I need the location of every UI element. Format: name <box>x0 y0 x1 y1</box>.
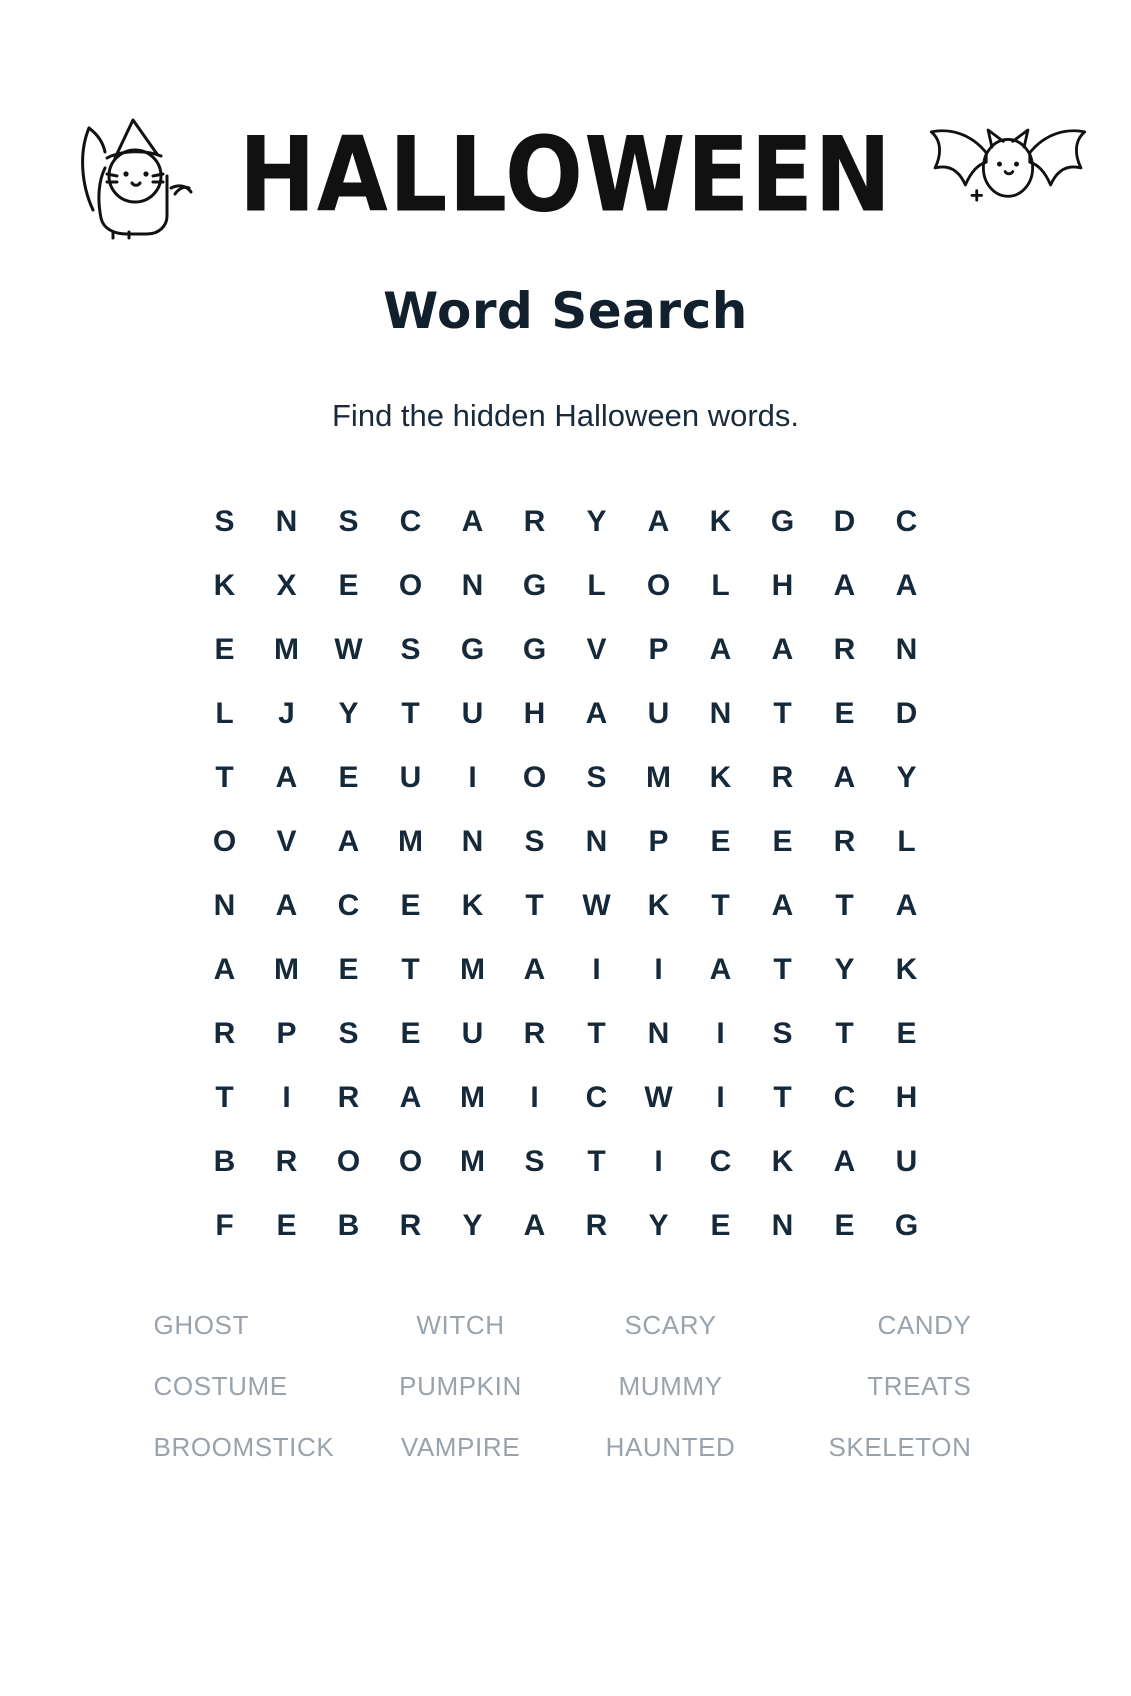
grid-cell[interactable]: A <box>461 505 484 538</box>
grid-cell[interactable]: E <box>772 825 793 858</box>
word-search-grid-container <box>0 490 1131 1258</box>
grid-cell[interactable]: M <box>274 633 299 666</box>
grid-cell[interactable]: V <box>276 825 297 858</box>
grid-cell[interactable]: S <box>400 633 421 666</box>
grid-cell[interactable]: E <box>834 697 855 730</box>
grid-cell[interactable]: U <box>461 697 484 730</box>
bat-icon <box>918 106 1068 246</box>
grid-cell[interactable]: Y <box>462 1209 483 1242</box>
grid-cell[interactable]: S <box>772 1017 793 1050</box>
grid-cell[interactable]: E <box>338 953 359 986</box>
grid-cell[interactable]: G <box>522 633 547 666</box>
grid-cell[interactable]: O <box>212 825 237 858</box>
grid-cell[interactable]: R <box>585 1209 608 1242</box>
grid-cell[interactable]: W <box>334 633 363 666</box>
grid-cell[interactable]: K <box>895 953 918 986</box>
grid-cell[interactable]: W <box>582 889 611 922</box>
grid-cell[interactable]: T <box>773 953 792 986</box>
grid-cell[interactable]: M <box>646 761 671 794</box>
grid-cell[interactable]: A <box>275 761 298 794</box>
word-list <box>146 1310 986 1463</box>
grid-cell[interactable]: A <box>771 633 794 666</box>
word-list-item: GHOST <box>153 1310 249 1340</box>
grid-cell[interactable]: O <box>398 1145 423 1178</box>
grid-cell[interactable]: A <box>833 569 856 602</box>
grid-cell[interactable]: S <box>214 505 235 538</box>
grid-cell[interactable]: K <box>461 889 484 922</box>
grid-cell[interactable]: N <box>895 633 918 666</box>
word-list-item: SKELETON <box>828 1432 972 1462</box>
grid-cell[interactable]: A <box>895 569 918 602</box>
grid-cell[interactable]: N <box>461 825 484 858</box>
grid-cell[interactable]: U <box>895 1145 918 1178</box>
grid-cell[interactable]: B <box>337 1209 360 1242</box>
grid-cell[interactable]: E <box>400 889 421 922</box>
grid-cell[interactable]: T <box>401 697 420 730</box>
grid-cell[interactable]: E <box>338 569 359 602</box>
grid-cell[interactable]: Y <box>648 1209 669 1242</box>
grid-cell[interactable]: E <box>710 825 731 858</box>
grid-cell[interactable]: U <box>461 1017 484 1050</box>
grid-cell[interactable]: K <box>709 761 732 794</box>
grid-cell[interactable]: A <box>647 505 670 538</box>
grid-cell[interactable]: C <box>585 1081 608 1114</box>
grid-cell[interactable]: H <box>771 569 794 602</box>
grid-cell[interactable]: I <box>468 761 477 794</box>
grid-cell[interactable]: R <box>833 825 856 858</box>
grid-cell[interactable]: N <box>275 505 298 538</box>
word-list-item: TREATS <box>867 1371 972 1401</box>
grid-cell[interactable]: S <box>524 825 545 858</box>
grid-cell[interactable]: M <box>460 953 485 986</box>
grid-cell[interactable]: R <box>275 1145 298 1178</box>
header <box>0 96 1131 256</box>
grid-cell[interactable]: R <box>833 633 856 666</box>
grid-cell[interactable]: C <box>709 1145 732 1178</box>
grid-cell[interactable]: G <box>770 505 795 538</box>
grid-cell[interactable]: N <box>213 889 236 922</box>
grid-cell[interactable]: C <box>337 889 360 922</box>
grid-cell[interactable]: C <box>895 505 918 538</box>
grid-cell[interactable]: A <box>337 825 360 858</box>
grid-cell[interactable]: I <box>654 953 663 986</box>
grid-cell[interactable]: A <box>275 889 298 922</box>
grid-cell[interactable]: A <box>709 953 732 986</box>
word-list-item: COSTUME <box>153 1371 288 1401</box>
grid-cell[interactable]: L <box>587 569 606 602</box>
word-list-item: BROOMSTICK <box>153 1432 335 1462</box>
word-list-item: SCARY <box>624 1310 717 1340</box>
grid-cell[interactable]: M <box>398 825 423 858</box>
grid-cell[interactable]: L <box>711 569 730 602</box>
word-search-grid[interactable] <box>194 490 938 1258</box>
grid-cell[interactable]: L <box>215 697 234 730</box>
grid-cell[interactable]: A <box>523 1209 546 1242</box>
grid-cell[interactable]: C <box>399 505 422 538</box>
cat-with-witch-hat-icon <box>63 106 213 246</box>
grid-cell[interactable]: A <box>709 633 732 666</box>
grid-cell[interactable]: K <box>771 1145 794 1178</box>
grid-cell[interactable]: V <box>586 633 607 666</box>
grid-cell[interactable]: E <box>834 1209 855 1242</box>
grid-cell[interactable]: E <box>276 1209 297 1242</box>
grid-cell[interactable]: R <box>337 1081 360 1114</box>
grid-cell[interactable]: R <box>523 505 546 538</box>
grid-cell[interactable]: A <box>523 953 546 986</box>
grid-cell[interactable]: G <box>522 569 547 602</box>
grid-cell[interactable]: Y <box>338 697 359 730</box>
instructions-text: Find the hidden Halloween words. <box>332 398 799 433</box>
grid-cell[interactable]: E <box>896 1017 917 1050</box>
grid-cell[interactable]: T <box>215 1081 234 1114</box>
grid-cell[interactable]: S <box>524 1145 545 1178</box>
grid-cell[interactable]: M <box>460 1145 485 1178</box>
grid-cell[interactable]: N <box>647 1017 670 1050</box>
grid-cell[interactable]: A <box>895 889 918 922</box>
grid-cell[interactable]: C <box>833 1081 856 1114</box>
grid-cell[interactable]: G <box>460 633 485 666</box>
grid-cell[interactable]: X <box>276 569 297 602</box>
grid-cell[interactable]: T <box>835 1017 854 1050</box>
grid-cell[interactable]: G <box>894 1209 919 1242</box>
grid-cell[interactable]: T <box>401 953 420 986</box>
word-list-item: PUMPKIN <box>399 1371 522 1401</box>
grid-cell[interactable]: D <box>895 697 918 730</box>
grid-cell[interactable]: E <box>338 761 359 794</box>
worksheet-page <box>0 96 1131 1696</box>
page-subtitle: Word Search <box>383 282 748 340</box>
grid-cell[interactable]: O <box>336 1145 361 1178</box>
grid-cell[interactable]: A <box>399 1081 422 1114</box>
grid-cell[interactable]: E <box>710 1209 731 1242</box>
word-list-item: VAMPIRE <box>400 1432 521 1462</box>
grid-cell[interactable]: L <box>897 825 916 858</box>
grid-cell[interactable]: N <box>461 569 484 602</box>
grid-cell[interactable]: J <box>278 697 295 730</box>
grid-cell[interactable]: Y <box>834 953 855 986</box>
grid-cell[interactable]: F <box>215 1209 234 1242</box>
grid-cell[interactable]: E <box>214 633 235 666</box>
grid-cell[interactable]: P <box>648 633 669 666</box>
grid-cell[interactable]: E <box>400 1017 421 1050</box>
grid-cell[interactable]: T <box>773 697 792 730</box>
grid-cell[interactable]: O <box>522 761 547 794</box>
grid-cell[interactable]: H <box>895 1081 918 1114</box>
grid-cell[interactable]: K <box>647 889 670 922</box>
grid-cell[interactable]: B <box>213 1145 236 1178</box>
grid-cell[interactable]: O <box>398 569 423 602</box>
grid-cell[interactable]: D <box>833 505 856 538</box>
grid-cell[interactable]: U <box>399 761 422 794</box>
grid-cell[interactable]: T <box>773 1081 792 1114</box>
grid-cell[interactable]: R <box>523 1017 546 1050</box>
grid-cell[interactable]: S <box>586 761 607 794</box>
grid-cell[interactable]: S <box>338 505 359 538</box>
word-list-item: CANDY <box>877 1310 972 1340</box>
grid-cell[interactable]: W <box>644 1081 673 1114</box>
word-list-item: HAUNTED <box>605 1432 736 1462</box>
grid-cell[interactable]: M <box>274 953 299 986</box>
grid-cell[interactable]: A <box>213 953 236 986</box>
grid-cell[interactable]: P <box>276 1017 297 1050</box>
grid-cell[interactable]: N <box>585 825 608 858</box>
grid-cell[interactable]: N <box>771 1209 794 1242</box>
grid-cell[interactable]: K <box>709 505 732 538</box>
grid-cell[interactable]: T <box>587 1017 606 1050</box>
grid-cell[interactable]: I <box>592 953 601 986</box>
grid-cell[interactable]: T <box>711 889 730 922</box>
grid-cell[interactable]: I <box>716 1081 725 1114</box>
grid-cell[interactable]: T <box>215 761 234 794</box>
word-list-item: WITCH <box>416 1310 505 1340</box>
grid-cell[interactable]: T <box>587 1145 606 1178</box>
grid-cell[interactable]: I <box>716 1017 725 1050</box>
grid-cell[interactable]: I <box>282 1081 291 1114</box>
grid-cell[interactable]: A <box>833 1145 856 1178</box>
grid-cell[interactable]: N <box>709 697 732 730</box>
grid-cell[interactable]: H <box>523 697 546 730</box>
grid-cell[interactable]: Y <box>586 505 607 538</box>
grid-cell[interactable]: I <box>654 1145 663 1178</box>
grid-cell[interactable]: R <box>213 1017 236 1050</box>
grid-cell[interactable]: R <box>399 1209 422 1242</box>
grid-cell[interactable]: M <box>460 1081 485 1114</box>
grid-cell[interactable]: P <box>648 825 669 858</box>
page-title: HALLOWEEN <box>238 115 893 236</box>
grid-cell[interactable]: Y <box>896 761 917 794</box>
grid-cell[interactable]: O <box>646 569 671 602</box>
grid-cell[interactable]: I <box>530 1081 539 1114</box>
grid-cell[interactable]: A <box>585 697 608 730</box>
grid-cell[interactable]: T <box>525 889 544 922</box>
grid-cell[interactable]: S <box>338 1017 359 1050</box>
grid-cell[interactable]: A <box>833 761 856 794</box>
grid-cell[interactable]: T <box>835 889 854 922</box>
grid-cell[interactable]: R <box>771 761 794 794</box>
grid-cell[interactable]: A <box>771 889 794 922</box>
word-list-item: MUMMY <box>618 1371 723 1401</box>
grid-cell[interactable]: U <box>647 697 670 730</box>
grid-cell[interactable]: K <box>213 569 236 602</box>
